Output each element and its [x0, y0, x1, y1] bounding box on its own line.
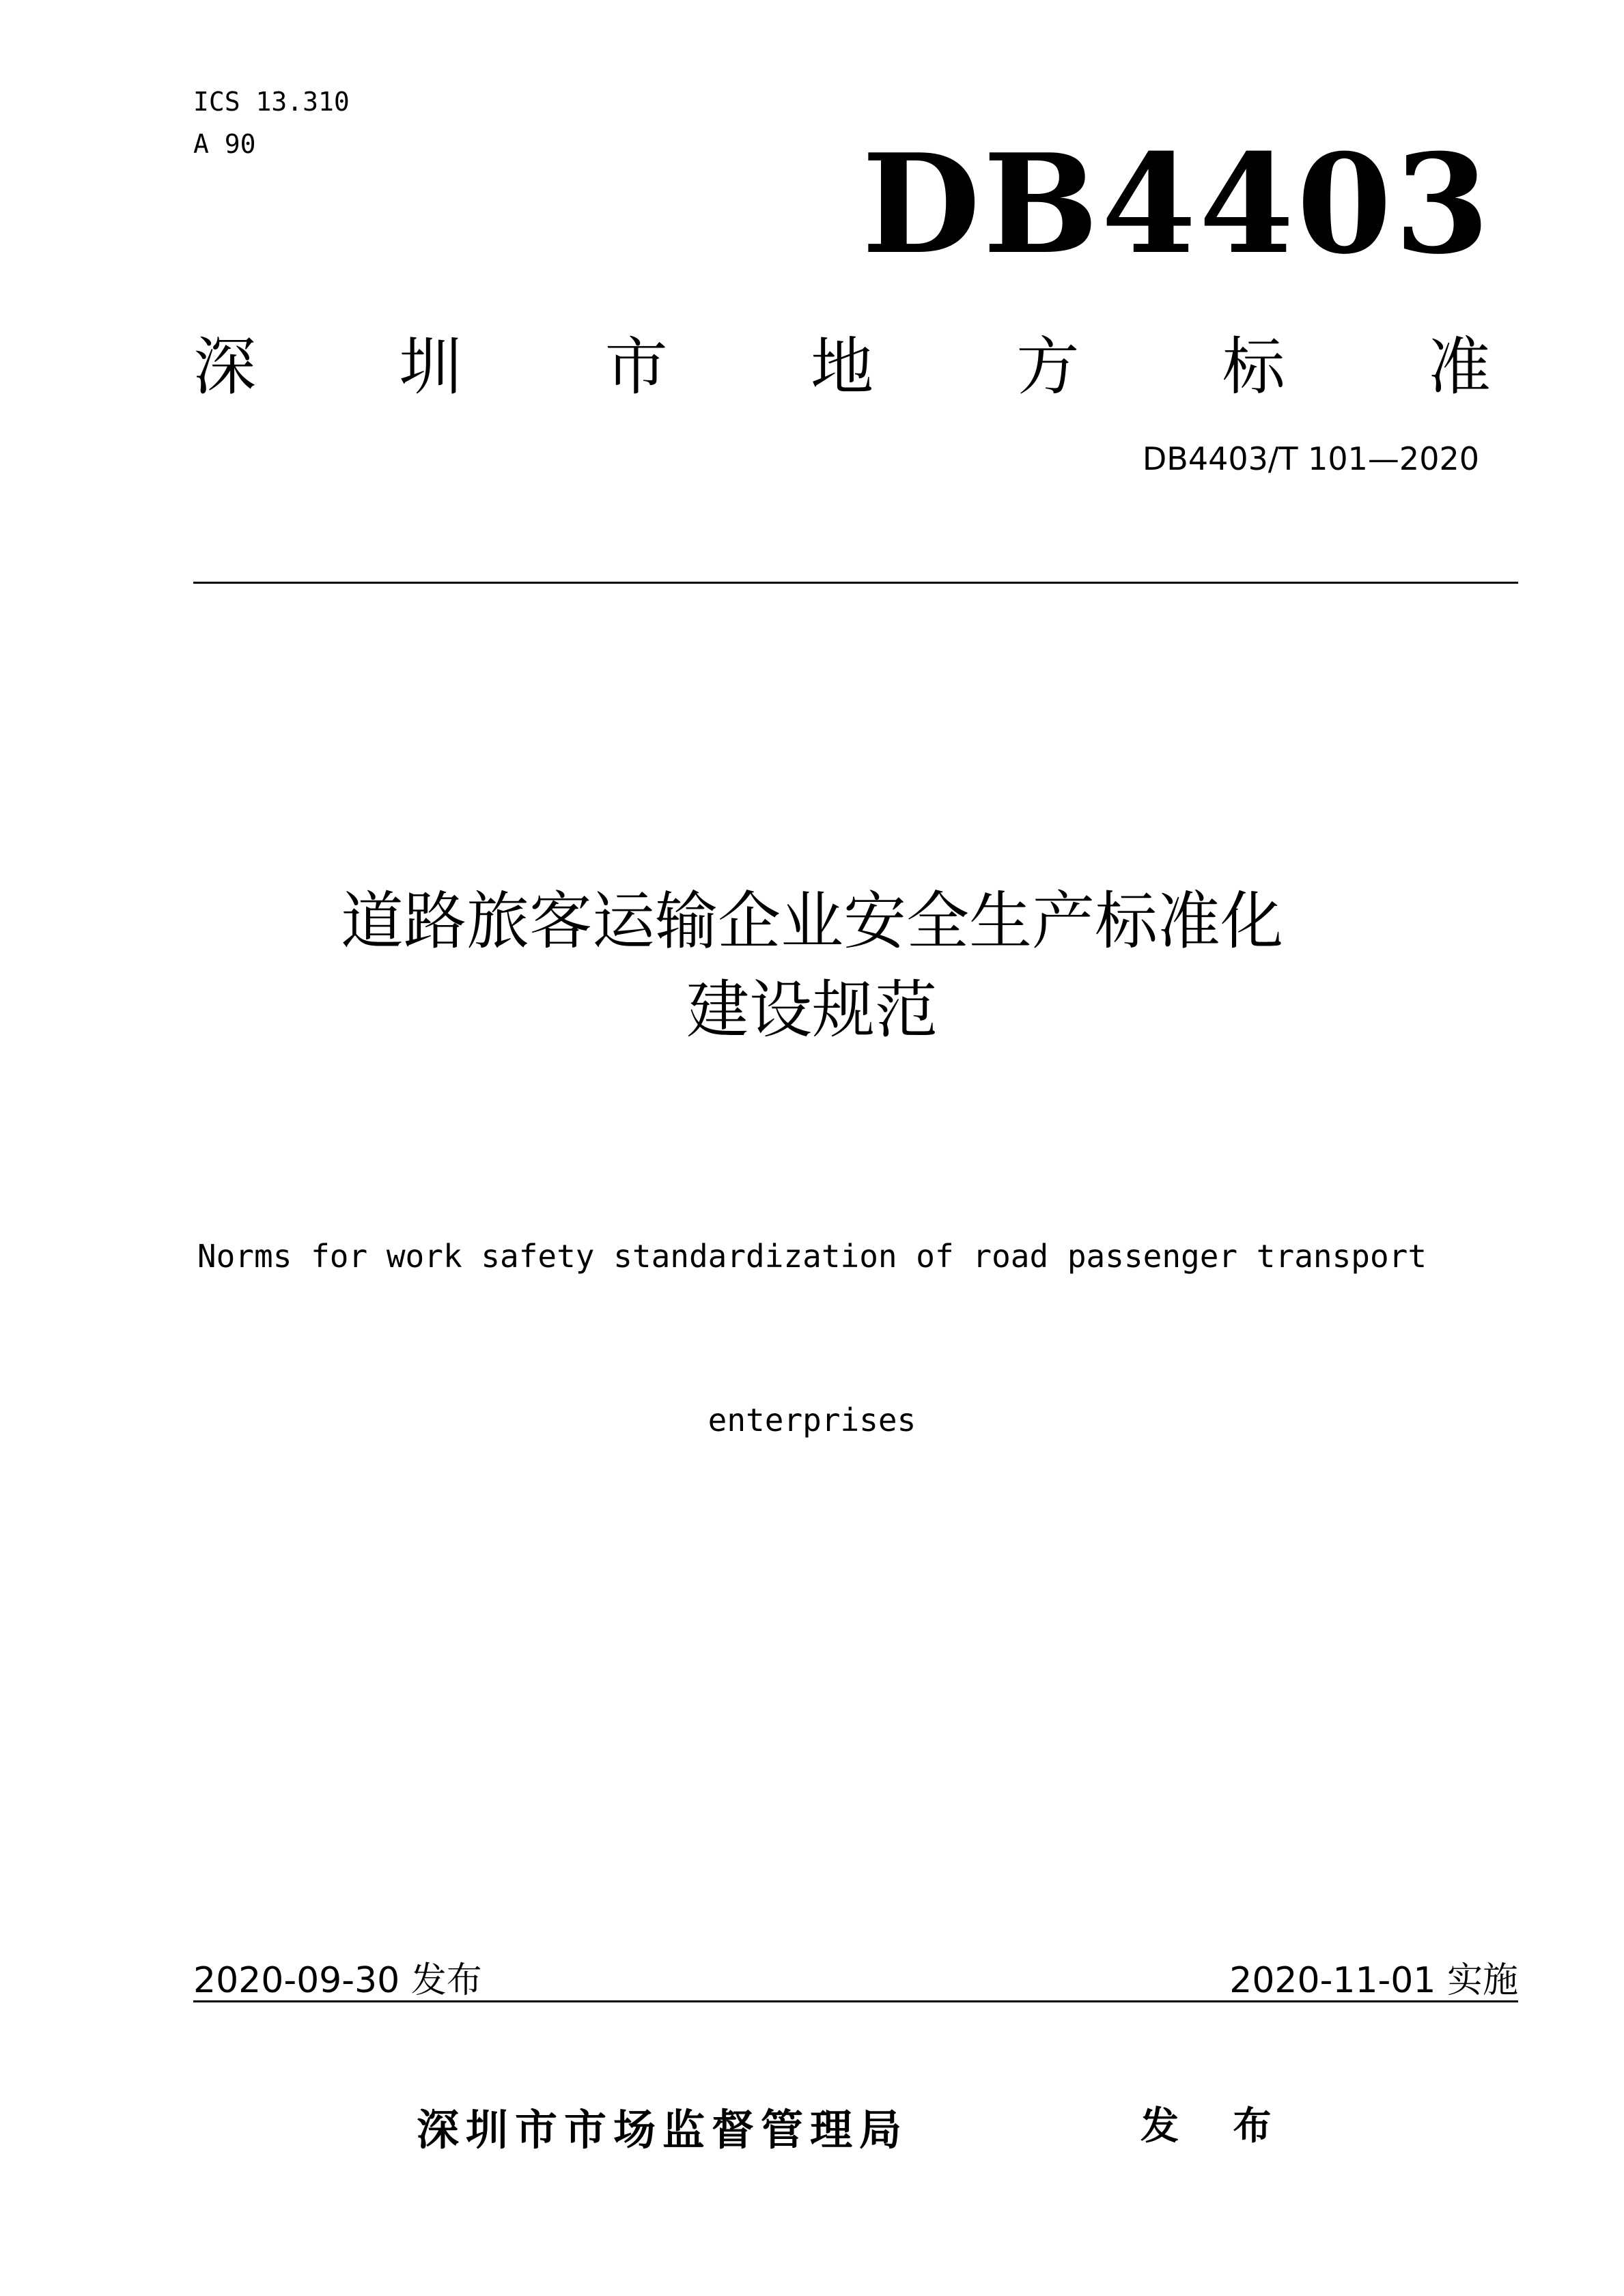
category-code: A 90: [193, 129, 256, 159]
standard-type-char: 深: [193, 330, 257, 403]
title-cn-line: 道路旅客运输企业安全生产标准化: [340, 885, 1283, 958]
title-en-line: Norms for work safety standardization of road passenger transport: [197, 1238, 1427, 1275]
standard-mark: DB4403: [862, 124, 1493, 285]
document-title-en: [0, 1120, 1624, 1502]
title-cn-line: 建设规范: [686, 974, 938, 1047]
standard-type-char: 准: [1427, 330, 1491, 403]
standard-number: DB4403/T 101—2020: [1142, 440, 1479, 477]
issue-date: 2020-09-30 发布: [193, 1960, 482, 2001]
issuing-authority: 深圳市市场监督管理局: [417, 2105, 909, 2155]
standard-type-char: 市: [604, 330, 668, 403]
implementation-date: 2020-11-01 实施: [1229, 1960, 1518, 2001]
standard-type-char: 圳: [399, 330, 462, 403]
header-divider: [193, 582, 1518, 584]
standard-type-char: 地: [810, 330, 873, 403]
footer-divider: [193, 2000, 1518, 2002]
standard-type-char: 方: [1016, 330, 1080, 403]
standard-type-title: [193, 321, 1491, 403]
classification-codes: [193, 81, 350, 165]
ics-code: ICS 13.310: [193, 87, 350, 117]
document-title-cn: [0, 877, 1624, 1055]
issue-label: 发 布: [1140, 2104, 1292, 2149]
title-en-line: enterprises: [708, 1402, 916, 1438]
standard-type-char: 标: [1222, 330, 1285, 403]
